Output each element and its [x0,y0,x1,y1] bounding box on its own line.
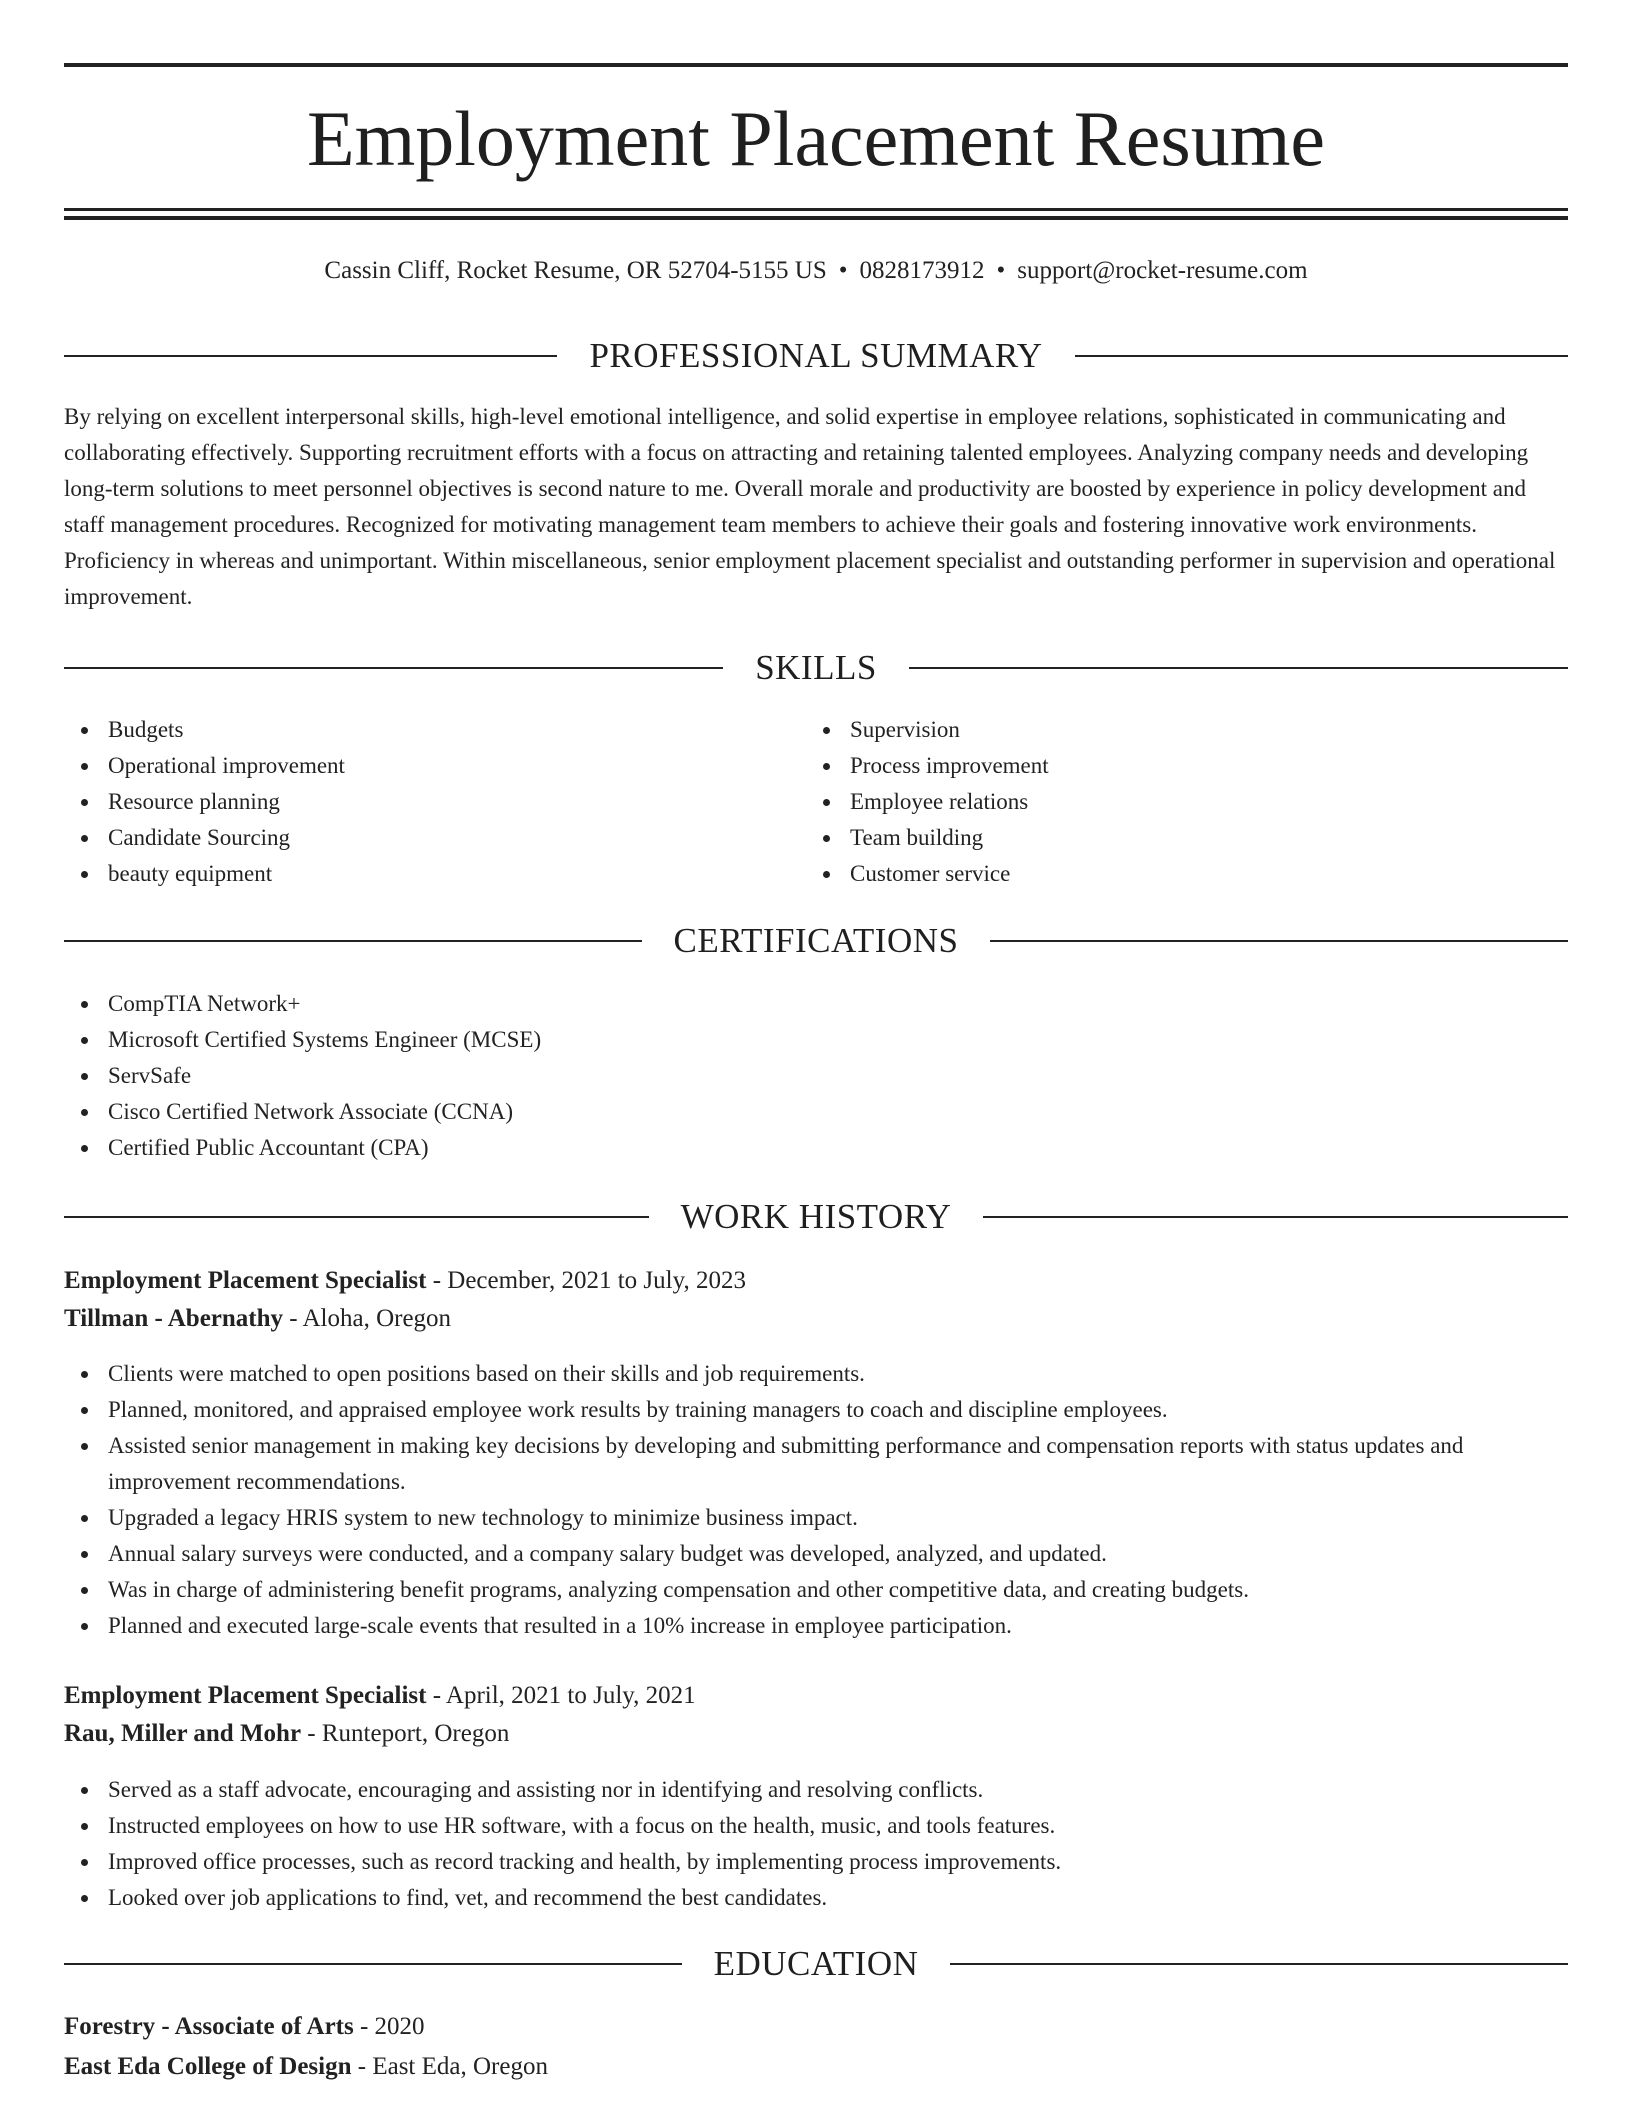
contact-email: support@rocket-resume.com [1017,257,1308,284]
education-degree: Forestry - Associate of Arts [64,2013,354,2040]
job-bullets [64,1356,1568,1644]
skills-heading [64,646,1568,690]
skill-item: Process improvement [806,748,1546,784]
job-dates: - April, 2021 to July, 2021 [426,1682,696,1709]
job-company: Tillman - Abernathy [64,1305,284,1332]
skill-item: Budgets [64,712,804,748]
top-rule [64,63,1568,67]
contact-line [64,254,1568,288]
title-underline-top [64,208,1568,211]
job-company-line [64,1715,1568,1753]
heading-rule-right [983,1216,1568,1218]
job-bullet: Clients were matched to open positions based on their skills and job requirements. [64,1356,1568,1392]
job-bullet: Was in charge of administering benefit programs, analyzing compensation and other competitive data, and creating budgets. [64,1572,1568,1608]
job-bullet: Upgraded a legacy HRIS system to new technology to minimize business impact. [64,1500,1568,1536]
heading-rule-right [1075,355,1568,357]
summary-heading [64,334,1568,378]
certifications-heading-label: CERTIFICATIONS [673,921,959,960]
job-company: Rau, Miller and Mohr [64,1720,302,1747]
skills-list-left [64,712,804,892]
skill-item: Resource planning [64,784,804,820]
heading-rule-right [950,1963,1568,1965]
job-location: - Aloha, Oregon [283,1305,452,1332]
education-heading-label: EDUCATION [713,1944,919,1983]
job-title-line [64,1262,1568,1300]
contact-separator: • [838,257,848,284]
education-location: - East Eda, Oregon [351,2053,548,2080]
job-bullet: Instructed employees on how to use HR software, with a focus on the health, music, and tools features. [64,1808,1568,1844]
job-title: Employment Placement Specialist [64,1267,427,1294]
education-school-line [64,2048,1568,2086]
heading-rule-right [909,667,1568,669]
education-year: - 2020 [353,2013,425,2040]
skill-item: Customer service [806,856,1546,892]
contact-phone: 0828173912 [859,257,985,284]
job-title-line [64,1677,1568,1715]
skill-item: Candidate Sourcing [64,820,804,856]
job-bullet: Looked over job applications to find, vet, and recommend the best candidates. [64,1880,1568,1916]
heading-rule-left [64,355,557,357]
job-bullet: Served as a staff advocate, encouraging and assisting nor in identifying and resolving conflicts. [64,1772,1568,1808]
skills-heading-label: SKILLS [755,648,877,687]
skill-item: Team building [806,820,1546,856]
contact-address: Cassin Cliff, Rocket Resume, OR 52704-5155 US [324,257,827,284]
work-heading [64,1195,1568,1239]
certification-item: Certified Public Accountant (CPA) [64,1130,1568,1166]
certification-item: Cisco Certified Network Associate (CCNA) [64,1094,1568,1130]
summary-text: By relying on excellent interpersonal skills, high-level emotional intelligence, and solid expertise in employee relations, sophisticated in communicating and collaborating effectively. Supporting recruitment efforts with a focus on attracting and retaining talented employees. Analyzing company needs and developing long-term solutions to meet personnel objectives is second nature to me. Overall morale and productivity are boosted by experience in policy development and staff management procedures. Recognized for motivating management team members to achieve their goals and fostering innovative work environments. Proficiency in whereas and unimportant. Within miscellaneous, senior employment placement specialist and outstanding performer in supervision and operational improvement. [64,404,1556,609]
job-company-line [64,1300,1568,1338]
certification-item: CompTIA Network+ [64,986,1568,1022]
heading-rule-left [64,1216,649,1218]
skill-item: Employee relations [806,784,1546,820]
job-bullet: Planned and executed large-scale events that resulted in a 10% increase in employee participation. [64,1608,1568,1644]
education-school: East Eda College of Design [64,2053,352,2080]
summary-heading-label: PROFESSIONAL SUMMARY [589,336,1043,375]
education-degree-line [64,2008,1568,2046]
skill-item: Operational improvement [64,748,804,784]
heading-rule-left [64,667,723,669]
resume-title: Employment Placement Resume [306,95,1326,182]
heading-rule-left [64,1963,682,1965]
heading-rule-left [64,940,642,942]
certifications-heading [64,919,1568,963]
education-heading [64,1942,1568,1986]
job-dates: - December, 2021 to July, 2023 [426,1267,746,1294]
job-bullet: Planned, monitored, and appraised employee work results by training managers to coach and discipline employees. [64,1392,1568,1428]
job-bullet: Assisted senior management in making key decisions by developing and submitting performance and compensation reports with status updates and improvement recommendations. [64,1428,1568,1500]
job-bullets [64,1772,1568,1916]
work-heading-label: WORK HISTORY [680,1197,952,1236]
title-underline-bottom [64,216,1568,220]
job-bullet: Annual salary surveys were conducted, and a company salary budget was developed, analyzed, and updated. [64,1536,1568,1572]
job-location: - Runteport, Oregon [301,1720,510,1747]
heading-rule-right [990,940,1568,942]
certification-item: ServSafe [64,1058,1568,1094]
job-bullet: Improved office processes, such as record tracking and health, by implementing process improvements. [64,1844,1568,1880]
job-title: Employment Placement Specialist [64,1682,427,1709]
certifications-list [64,986,1568,1166]
skill-item: beauty equipment [64,856,804,892]
skills-list-right [806,712,1546,892]
contact-separator: • [996,257,1006,284]
skill-item: Supervision [806,712,1546,748]
certification-item: Microsoft Certified Systems Engineer (MCSE) [64,1022,1568,1058]
